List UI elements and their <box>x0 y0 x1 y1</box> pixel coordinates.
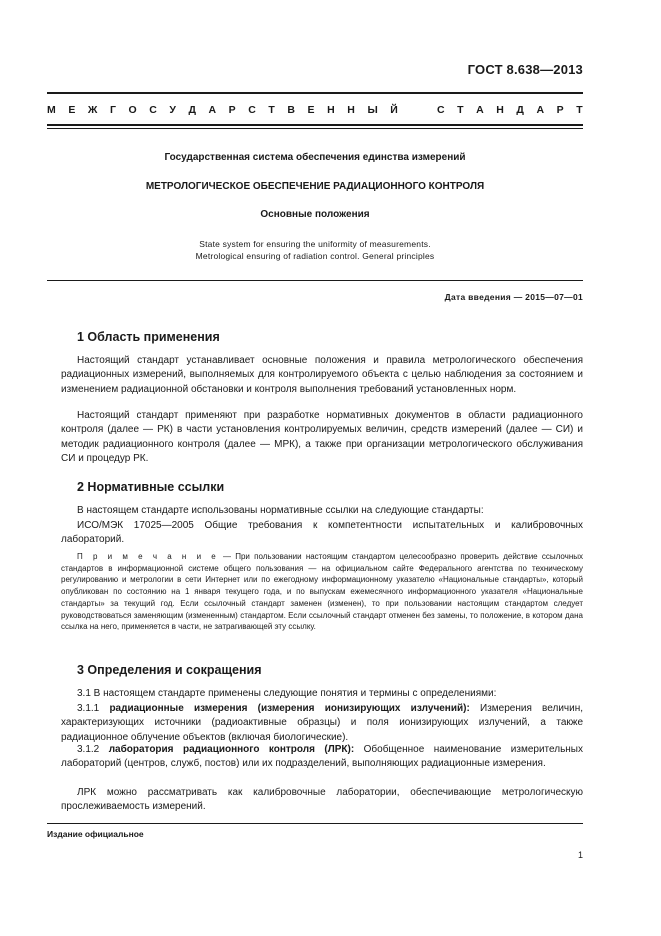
section-2-note <box>61 551 583 633</box>
section-3-paragraph-last: ЛРК можно рассматривать как калибровочные лаборатории, обеспечивающие метрологическую прослеживаемость измерений. <box>61 787 583 813</box>
word1-letter: Г <box>109 104 116 116</box>
word1-letter: В <box>287 104 295 116</box>
word1-letter: Т <box>268 104 275 116</box>
section-2-paragraph-2: ИСО/МЭК 17025—2005 Общие требования к компетентности испытательных и калибровочных лабораторий. <box>61 520 583 546</box>
system-title: Государственная система обеспечения единства измерений <box>164 152 466 163</box>
section-3-heading: 3 Определения и сокращения <box>77 663 262 677</box>
word2-letter: Т <box>576 104 583 116</box>
page-number: 1 <box>577 850 583 860</box>
word1-letter: Д <box>188 104 196 116</box>
section-2-heading: 2 Нормативные ссылки <box>77 480 225 494</box>
word1-letter: Ж <box>87 104 98 116</box>
word1-letter: Н <box>327 104 335 116</box>
word2-letter: С <box>436 104 445 116</box>
section-2-paragraph-1: В настоящем стандарте использованы нормативные ссылки на следующие стандарты: <box>77 505 484 516</box>
word1-letter: О <box>128 104 137 116</box>
word1-letter: Е <box>307 104 315 116</box>
definition-number: 3.1.1 <box>77 703 110 714</box>
definition-term: радиационные измерения (измерения ионизирующих излучений): <box>109 703 470 714</box>
definition-term: лаборатория радиационного контроля (ЛРК): <box>108 744 355 755</box>
section-3-paragraph-1: 3.1 В настоящем стандарте применены следующие понятия и термины с определениями: <box>77 688 497 699</box>
word1-letter: Ы <box>367 104 378 116</box>
word1-letter: Н <box>347 104 355 116</box>
word1-letter: Е <box>68 104 76 116</box>
official-edition-label: Издание официальное <box>47 829 144 839</box>
interstate-standard-banner <box>47 104 583 116</box>
word-gap <box>410 104 424 116</box>
definition-3-1-2 <box>61 743 583 772</box>
word2-letter: Н <box>496 104 504 116</box>
word1-letter: У <box>169 104 176 116</box>
subtitle: Основные положения <box>260 209 370 220</box>
word1-letter: М <box>47 104 56 116</box>
word1-letter: Р <box>228 104 236 116</box>
word1-letter: С <box>149 104 157 116</box>
intro-rule <box>47 280 583 281</box>
word1-letter: С <box>248 104 256 116</box>
note-label: П р и м е ч а н и е <box>77 552 219 561</box>
definition-text: Измерения величин, характеризующих источники (радиоактивные образцы) и поля ионизирующих излучений, а также радиационное облучение объектов (включая биологические). <box>61 703 583 743</box>
word2-letter: Д <box>516 104 524 116</box>
banner-rule-thick <box>47 124 583 126</box>
word2-letter: А <box>536 104 545 116</box>
introduction-date: Дата введения — 2015—07—01 <box>444 292 583 302</box>
word2-letter: Т <box>457 104 464 116</box>
note-text: — При пользовании настоящим стандартом целесообразно проверить действие ссылочных стандартов в информационной системе общего пользования — на официальном сайте Федерального агентства по техническому регулированию и метрологии в сети Интернет или по ежегодному информационному указателю «Национальные стандарты», который опубликован по состоянию на 1 января текущего года, и по выпускам ежемесячного информационного указателя «Национальные стандарты» за текущий год. Если ссылочный стандарт заменен (изменен), то при пользовании настоящим стандартом следует руководствоваться заменяющим (измененным) стандартом. Если ссылочный стандарт отменен без замены, то положение, в котором дана ссылка на него, применяется в части, не затрагивающей эту ссылку. <box>61 552 583 632</box>
top-rule <box>47 92 583 94</box>
definition-text: Обобщенное наименование измерительных лабораторий (центров, служб, постов) или их подразделений, выполняющих радиационные измерения. <box>61 744 583 770</box>
main-title: МЕТРОЛОГИЧЕСКОЕ ОБЕСПЕЧЕНИЕ РАДИАЦИОННОГО КОНТРОЛЯ <box>145 181 485 192</box>
footer-rule <box>47 823 583 824</box>
section-1-paragraph-1: Настоящий стандарт устанавливает основные положения и правила метрологического обеспечения радиационных измерений, выполняемых для контролируемого объекта с целью наблюдения за состоянием и изменением радиационной обстановки и контроля выполнения требований установленных норм. <box>61 355 583 395</box>
word1-letter: Й <box>390 104 398 116</box>
banner-rule-thin <box>47 128 583 129</box>
word2-letter: А <box>476 104 484 116</box>
word1-letter: А <box>208 104 217 116</box>
section-1-paragraph-2: Настоящий стандарт применяют при разработке нормативных документов в области радиационного контроля (далее — РК) в части установления контролируемых величин, средств измерений (далее — СИ) и методик радиационного контроля (далее — МРК), а также при организации метрологического обслуживания СИ и процедур РК. <box>61 410 583 464</box>
english-title-line2: Metrological ensuring of radiation control. General principles <box>195 251 435 261</box>
section-1-heading: 1 Область применения <box>77 330 220 344</box>
definition-3-1-1 <box>61 702 583 745</box>
english-title <box>47 238 583 262</box>
document-code: ГОСТ 8.638—2013 <box>467 62 583 77</box>
word2-letter: Р <box>556 104 564 116</box>
definition-number: 3.1.2 <box>77 744 109 755</box>
english-title-line1: State system for ensuring the uniformity of measurements. <box>199 239 431 249</box>
